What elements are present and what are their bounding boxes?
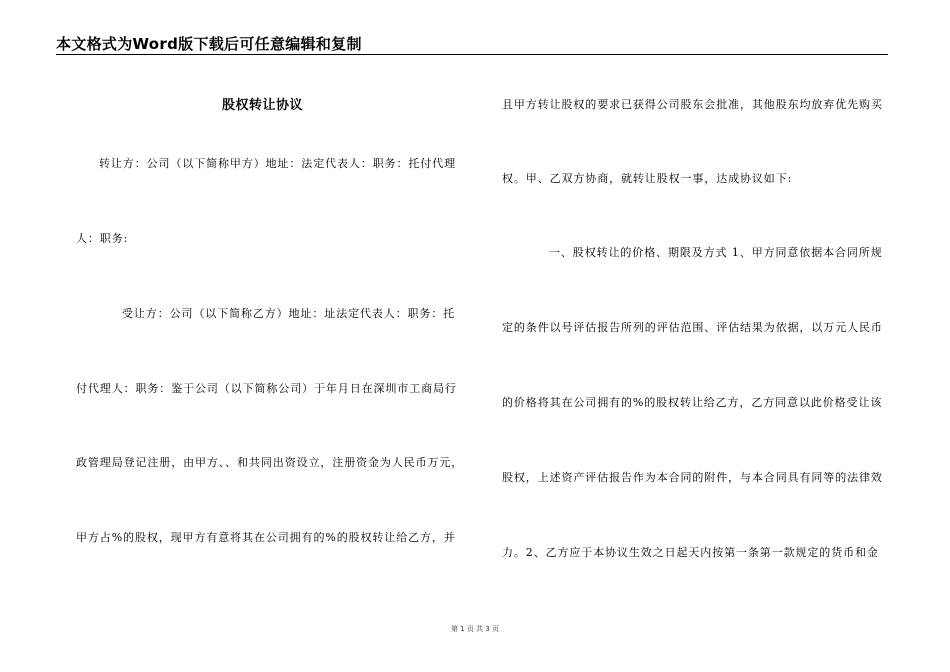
right-line-3: 一、股权转让的价格、期限及方式 1、甲方同意依据本合同所规 xyxy=(549,246,883,259)
document-banner: 本文格式为Word版下载后可任意编辑和复制 xyxy=(56,35,362,53)
right-line-2: 权。甲、乙双方协商，就转让股权一事，达成协议如下: xyxy=(502,172,793,185)
right-line-7: 力。2、乙方应于本协议生效之日起天内按第一条第一款规定的货币和金 xyxy=(502,546,879,559)
left-line-3: 受让方：公司（以下简称乙方）地址：址法定代表人：职务：托 xyxy=(122,307,456,320)
right-line-5: 的价格将其在公司拥有的%的股权转让给乙方，乙方同意以此价格受让该 xyxy=(502,396,883,409)
header-divider xyxy=(56,54,888,55)
right-line-6: 股权，上述资产评估报告作为本合同的附件，与本合同具有同等的法律效 xyxy=(502,471,883,484)
left-line-2: 人：职务: xyxy=(76,232,129,245)
left-line-5: 政管理局登记注册，由甲方、、和共同出资设立，注册资金为人民币万元， xyxy=(76,456,464,469)
left-line-6: 甲方占%的股权，现甲方有意将其在公司拥有的%的股权转让给乙方，并 xyxy=(76,531,456,544)
document-title: 股权转让协议 xyxy=(222,98,304,113)
right-line-4: 定的条件以号评估报告所列的评估范围、评估结果为依据，以万元人民币 xyxy=(502,321,883,334)
right-line-1: 且甲方转让股权的要求已获得公司股东会批准，其他股东均放弃优先购买 xyxy=(502,98,883,111)
left-line-4: 付代理人：职务：鉴于公司（以下简称公司）于年月日在深圳市工商局行 xyxy=(76,382,457,395)
left-line-1: 转让方：公司（以下简称甲方）地址：法定代表人：职务：托付代理 xyxy=(99,157,456,170)
page-number: 第 1 页 共 3 页 xyxy=(450,625,500,633)
